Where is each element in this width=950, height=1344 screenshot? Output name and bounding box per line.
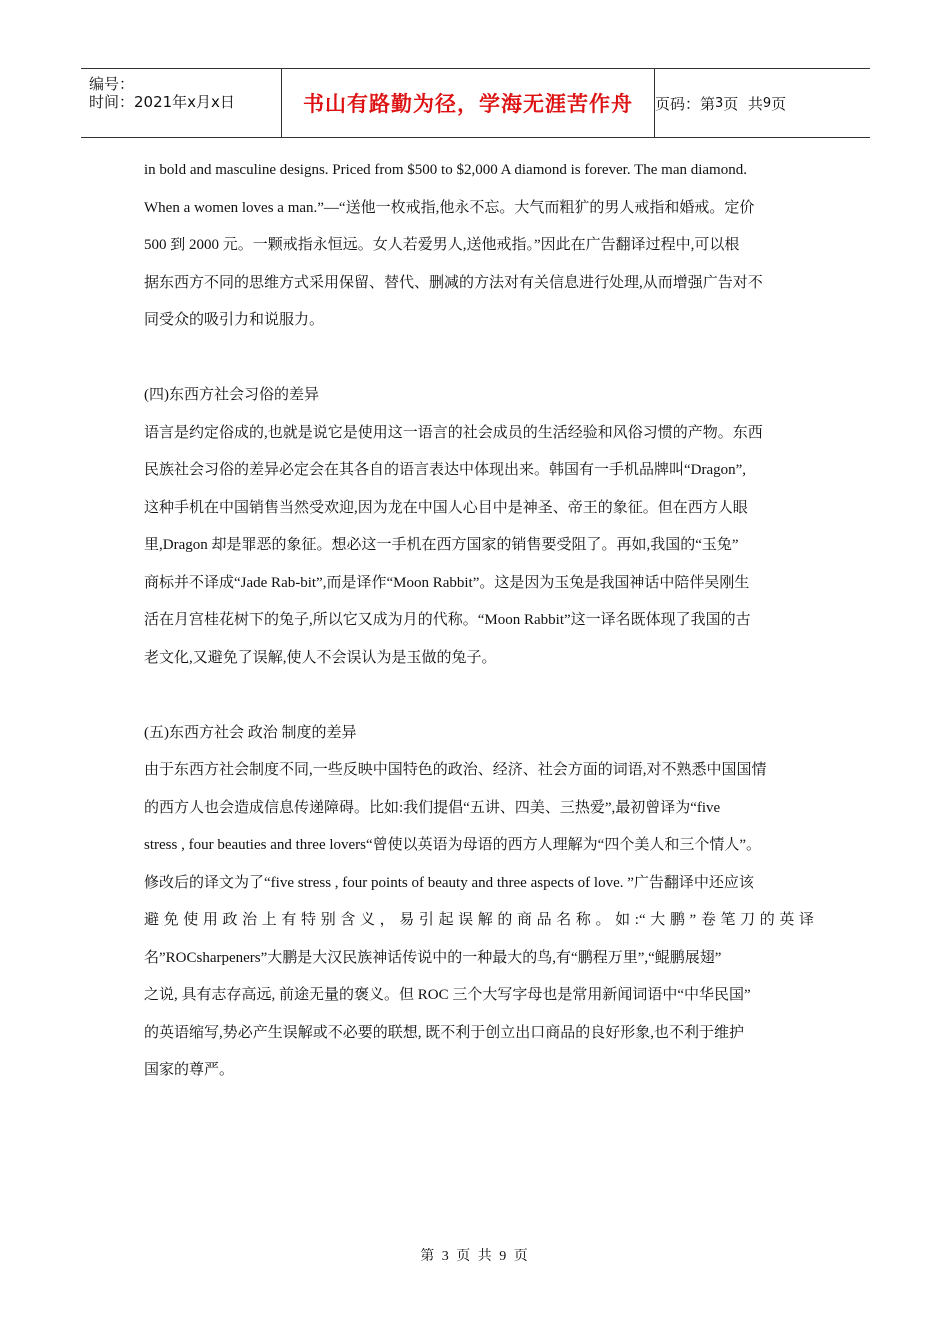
paragraph-line: 的英语缩写,势必产生误解或不必要的联想, 既不利于创立出口商品的良好形象,也不利于维护 <box>144 1024 745 1041</box>
page-prefix: 页码：第 <box>655 94 716 113</box>
paragraph-line: 这种手机在中国销售当然受欢迎,因为龙在中国人心目中是神圣、帝王的象征。但在西方人眼 <box>144 499 748 516</box>
paragraph-line: 民族社会习俗的差异必定会在其各自的语言表达中体现出来。韩国有一手机品牌叫“Dragon”, <box>144 462 747 478</box>
paragraph-line: in bold and masculine designs. Priced from $500 to $2,000 A diamond is forever. The man diamond. <box>144 162 747 178</box>
page-total: 9 <box>762 95 772 111</box>
page-mid: 页 共 <box>723 94 763 113</box>
paragraph-line: 由于东西方社会制度不同,一些反映中国特色的政治、经济、社会方面的词语,对不熟悉中国国情 <box>144 762 767 778</box>
header-page-cell <box>655 69 870 137</box>
page-suffix: 页 <box>771 94 787 113</box>
paragraph-line: stress , four beauties and three lovers“曾使以英语为母语的西方人理解为“四个美人和三个情人”。 <box>144 837 761 853</box>
paragraph-line: 语言是约定俗成的,也就是说它是使用这一语言的社会成员的生活经验和风俗习惯的产物。东西 <box>144 424 763 441</box>
paragraph-line: 活在月宫桂花树下的兔子,所以它又成为月的代称。“Moon Rabbit”这一译名既体现了我国的古 <box>144 612 751 628</box>
section-heading: (五)东西方社会 政治 制度的差异 <box>144 724 357 741</box>
paragraph-line: 的西方人也会造成信息传递障碍。比如:我们提倡“五讲、四美、三热爱”,最初曾译为“five <box>144 799 721 816</box>
paragraph-line: 据东西方不同的思维方式采用保留、替代、删减的方法对有关信息进行处理,从而增强广告对不 <box>144 274 763 291</box>
paragraph-line: When a women loves a man.”—“送他一枚戒指,他永不忘。大气而粗犷的男人戒指和婚戒。定价 <box>144 199 755 216</box>
document-time-label: 时间：2021年x月x日 <box>89 93 235 111</box>
paragraph-line: 修改后的译文为了“five stress , four points of beauty and three aspects of love. ”广告翻译中还应该 <box>144 874 754 891</box>
document-body <box>144 152 814 1090</box>
document-number-label: 编号： <box>89 75 135 93</box>
header-motto: 书山有路勤为径，学海无涯苦作舟 <box>303 92 633 116</box>
paragraph-line: 之说, 具有志存高远, 前途无量的褒义。但 ROC 三个大写字母也是常用新闻词语中“中华民国” <box>144 987 751 1003</box>
paragraph-line: 国家的尊严。 <box>144 1062 235 1078</box>
page-header <box>81 68 870 138</box>
paragraph-line: 同受众的吸引力和说服力。 <box>144 312 325 328</box>
paragraph-line: 商标并不译成“Jade Rab-bit”,而是译作“Moon Rabbit”。这是因为玉兔是我国神话中陪伴吴刚生 <box>144 574 750 591</box>
paragraph-line: 老文化,又避免了误解,使人不会误认为是玉做的兔子。 <box>144 649 497 666</box>
page-footer: 第 3 页 共 9 页 <box>420 1249 530 1264</box>
header-motto-cell <box>282 69 655 137</box>
paragraph-line: 500 到 2000 元。一颗戒指永恒远。女人若爱男人,送他戒指。”因此在广告翻译过程中,可以根 <box>144 237 740 253</box>
page-current: 3 <box>715 95 724 111</box>
paragraph-line: 名”ROCsharpeners”大鹏是大汉民族神话传说中的一种最大的鸟,有“鹏程万里”,“鲲鹏展翅” <box>144 949 722 966</box>
header-info-cell <box>81 69 282 137</box>
section-heading: (四)东西方社会习俗的差异 <box>144 387 319 403</box>
paragraph-line: 里,Dragon 却是罪恶的象征。想必这一手机在西方国家的销售要受阻了。再如,我国的“玉兔” <box>144 537 739 553</box>
paragraph-line: 避免使用政治上有特别含义，易引起误解的商品名称。如:“大鹏”卷笔刀的英译 <box>144 912 814 928</box>
